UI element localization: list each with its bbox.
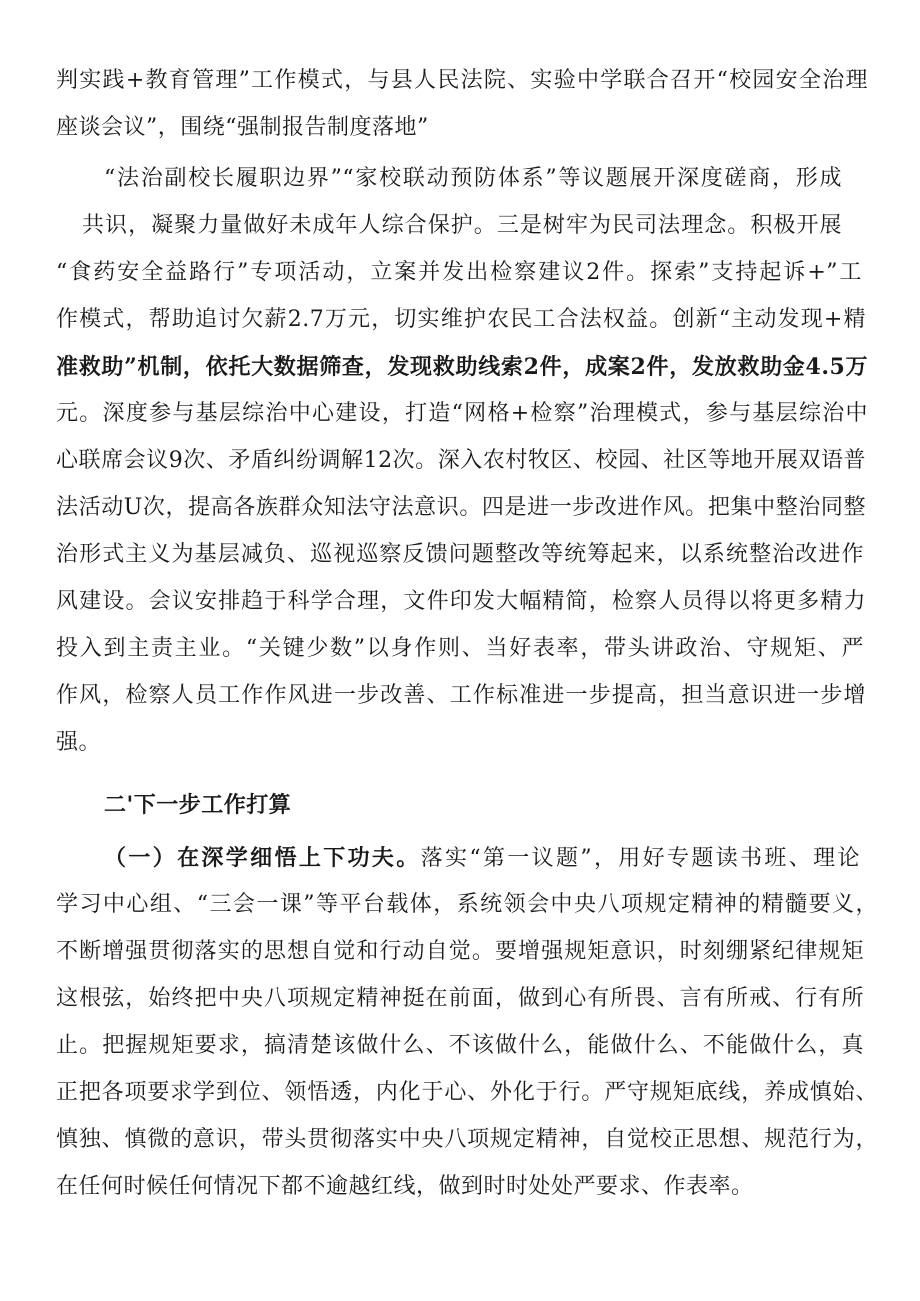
body-text-line: 心联席会议9次、矛盾纠纷调解12次。深入农村牧区、校园、社区等地开展双语普 bbox=[56, 448, 866, 473]
body-text-line: 这根弦，始终把中央八项规定精神挺在前面，做到心有所畏、言有所戒、行有所 bbox=[56, 986, 864, 1011]
body-text-line: 慎独、慎微的意识，带头贯彻落实中央八项规定精神，自觉校正思想、规范行为， bbox=[56, 1127, 878, 1152]
body-text-line: 投入到主责主业。“关键少数”以身作则、当好表率，带头讲政治、守规矩、严 bbox=[56, 636, 864, 661]
body-text-line: 风建设。会议安排趋于科学合理，文件印发大幅精简，检察人员得以将更多精力 bbox=[56, 589, 866, 614]
body-text-line: 共识，凝聚力量做好未成年人综合保护。三是树牢为民司法理念。积极开展 bbox=[82, 213, 842, 238]
body-text-line: “食药安全益路行”专项活动，立案并发出检察建议2件。探索”支持起诉+”工 bbox=[56, 260, 862, 285]
body-text-line: 作风，检察人员工作作风进一步改善、工作标准进一步提高，担当意识进一步增 bbox=[56, 683, 866, 708]
body-text-line: 准救助”机制，依托大数据筛查，发现救助线索2件，成案2件，发放救助金4.5万 bbox=[56, 354, 868, 380]
body-text-line: 法活动U次，提高各族群众知法守法意识。四是进一步改进作风。把集中整治同整 bbox=[56, 495, 866, 520]
section-heading: 二'下一步工作打算 bbox=[104, 792, 292, 818]
body-text-line: 判实践+教育管理”工作模式，与县人民法院、实验中学联合召开“校园安全治理 bbox=[56, 68, 868, 93]
subsection-first-line bbox=[104, 843, 860, 874]
body-text-line: 作模式，帮助追讨欠薪2.7万元，切实维护农民工合法权益。创新“主动发现+精 bbox=[56, 307, 866, 332]
body-text-line: “法治副校长履职边界”“家校联动预防体系”等议题展开深度磋商，形成 bbox=[104, 166, 842, 191]
body-text-line: 强。 bbox=[56, 730, 102, 755]
body-text-line: 治形式主义为基层减负、巡视巡察反馈问题整改等统筹起来，以系统整治改进作 bbox=[56, 542, 864, 567]
body-text-span: 落实“第一议题”，用好专题读书班、理论 bbox=[420, 846, 860, 871]
body-text-line: 不断增强贯彻落实的思想自觉和行动自觉。要增强规矩意识，时刻绷紧纪律规矩 bbox=[56, 939, 864, 964]
body-text-line: 学习中心组、“三会一课”等平台载体，系统领会中央八项规定精神的精髓要义， bbox=[56, 892, 878, 917]
body-text-line: 座谈会议”，围绕“强制报告制度落地” bbox=[56, 115, 429, 140]
body-text-line: 正把各项要求学到位、领悟透，内化于心、外化于行。严守规矩底线，养成慎始、 bbox=[56, 1080, 878, 1105]
subsection-heading: （一）在深学细悟上下功夫。 bbox=[104, 845, 421, 871]
body-text-line: 在任何时候任何情况下都不逾越红线，做到时时处处严要求、作表率。 bbox=[56, 1174, 754, 1199]
body-text-line: 止。把握规矩要求，搞清楚该做什么、不该做什么，能做什么、不能做什么，真 bbox=[56, 1033, 864, 1058]
body-text-line: 元。深度参与基层综治中心建设，打造“网格+检察”治理模式，参与基层综治中 bbox=[56, 401, 868, 426]
